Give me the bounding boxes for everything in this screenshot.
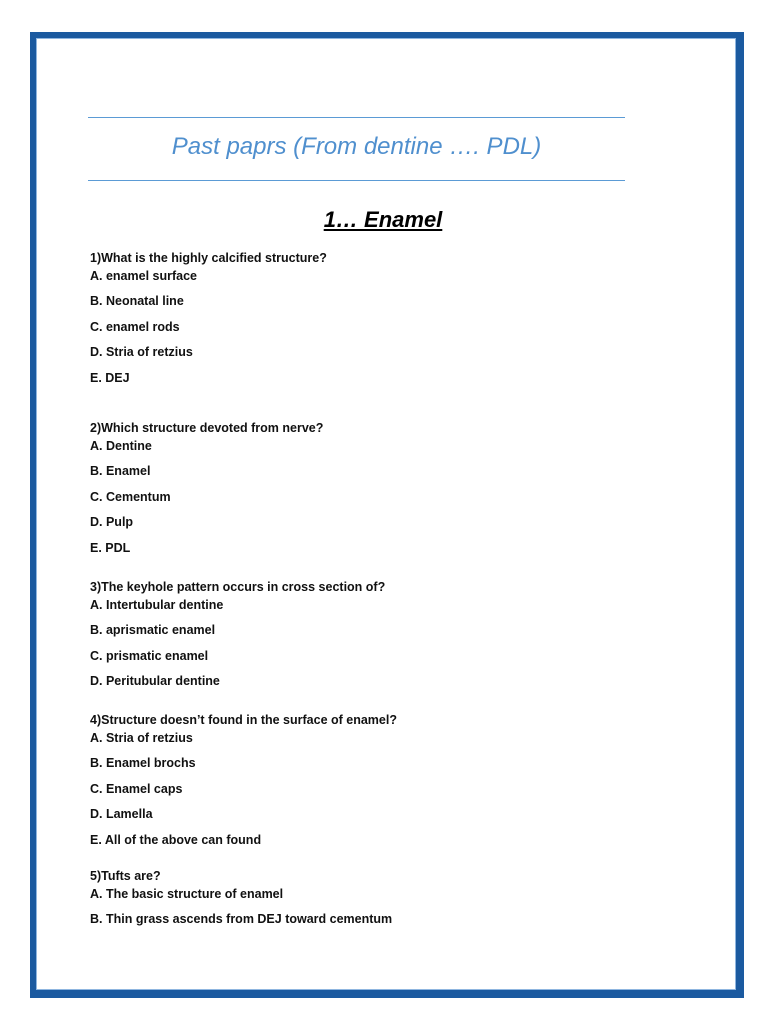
answer-option: D. Lamella xyxy=(90,807,153,821)
question-text: 1)What is the highly calcified structure? xyxy=(90,251,327,265)
question-block xyxy=(90,868,650,927)
title-top-rule xyxy=(88,117,625,118)
answer-option: A. The basic structure of enamel xyxy=(90,886,284,901)
answer-option: D. Pulp xyxy=(90,515,134,529)
question-text: 5)Tufts are? xyxy=(90,869,161,883)
answer-option: B. Enamel brochs xyxy=(90,756,196,770)
answer-option: B. Neonatal line xyxy=(90,294,184,308)
question-text: 2)Which structure devoted from nerve? xyxy=(90,421,324,435)
answer-option: E. PDL xyxy=(90,540,131,555)
answer-option: C. Cementum xyxy=(90,489,171,504)
answer-option: E. DEJ xyxy=(90,370,130,385)
answer-option: C. Enamel caps xyxy=(90,781,183,796)
question-text: 4)Structure doesn’t found in the surface of enamel? xyxy=(90,713,397,727)
answer-option: A. Dentine xyxy=(90,438,152,453)
answer-option: A. enamel surface xyxy=(90,268,197,283)
answer-option: D. Peritubular dentine xyxy=(90,674,220,688)
question-block xyxy=(90,420,650,556)
question-block xyxy=(90,712,650,848)
answer-option: B. Enamel xyxy=(90,464,151,478)
answer-option: A. Stria of retzius xyxy=(90,730,193,745)
question-text: 3)The keyhole pattern occurs in cross section of? xyxy=(90,580,386,594)
answer-option: C. enamel rods xyxy=(90,319,180,334)
answer-option: E. All of the above can found xyxy=(90,832,262,847)
answer-option: B. aprismatic enamel xyxy=(90,623,216,637)
answer-option: C. prismatic enamel xyxy=(90,648,209,663)
answer-option: D. Stria of retzius xyxy=(90,345,193,359)
question-block xyxy=(90,250,650,386)
title-bottom-rule xyxy=(88,180,625,181)
section-heading: 1… Enamel xyxy=(323,207,443,232)
answer-option: B. Thin grass ascends from DEJ toward cementum xyxy=(90,912,393,926)
question-block xyxy=(90,579,650,689)
document-title: Past paprs (From dentine …. PDL) xyxy=(171,133,542,160)
answer-option: A. Intertubular dentine xyxy=(90,597,224,612)
